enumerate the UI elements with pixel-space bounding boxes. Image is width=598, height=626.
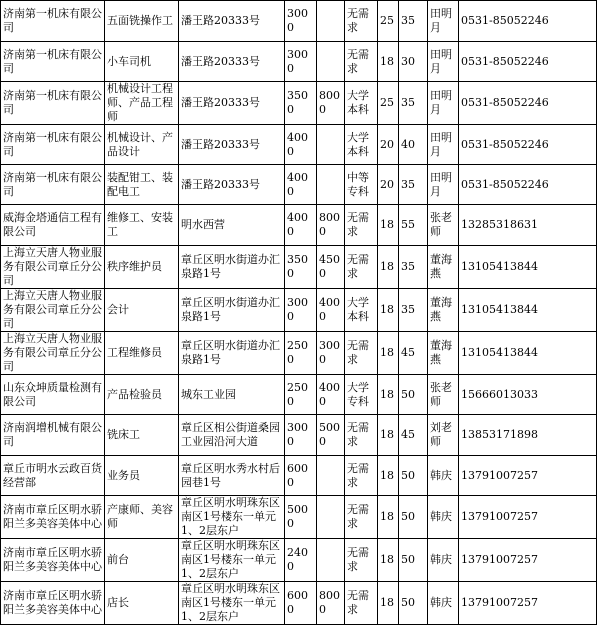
contact-cell: 田明月 [428,82,459,125]
position-cell: 铣床工 [105,415,179,456]
salary-min-cell: 2500 [285,375,317,415]
age-max-cell: 35 [399,165,428,205]
education-cell: 大学本科 [345,82,378,125]
age-min-cell: 18 [378,496,399,539]
table-row [1,246,597,289]
education-cell: 无需求 [345,246,378,289]
phone-cell: 0531-85052246 [459,42,597,82]
education-cell: 大学本科 [345,289,378,332]
salary-min-cell: 6000 [285,582,317,625]
position-cell: 产品检验员 [105,375,179,415]
phone-cell: 13853171898 [459,415,597,456]
position-cell: 前台 [105,539,179,582]
salary-min-cell: 2400 [285,539,317,582]
table-row [1,456,597,496]
age-min-cell: 18 [378,456,399,496]
phone-cell: 13791007257 [459,539,597,582]
salary-max-cell: 4000 [317,375,345,415]
position-cell: 五面铣操作工 [105,1,179,42]
education-cell: 无需求 [345,415,378,456]
phone-cell: 0531-85052246 [459,125,597,165]
salary-max-cell [317,165,345,205]
contact-cell: 田明月 [428,125,459,165]
salary-max-cell [317,42,345,82]
table-row [1,205,597,246]
salary-min-cell: 6000 [285,456,317,496]
address-cell: 潘王路20333号 [179,82,285,125]
company-cell: 济南第一机床有限公司 [1,125,105,165]
position-cell: 小车司机 [105,42,179,82]
phone-cell: 13791007257 [459,496,597,539]
education-cell: 无需求 [345,539,378,582]
contact-cell: 韩庆 [428,582,459,625]
education-cell: 无需求 [345,1,378,42]
company-cell: 威海金塔通信工程有限公司 [1,205,105,246]
table-row [1,1,597,42]
address-cell: 章丘区明水街道办汇泉路1号 [179,246,285,289]
company-cell: 济南润增机械有限公司 [1,415,105,456]
salary-min-cell: 5000 [285,496,317,539]
education-cell: 中等专科 [345,165,378,205]
salary-max-cell: 8000 [317,582,345,625]
education-cell: 无需求 [345,42,378,82]
age-max-cell: 50 [399,496,428,539]
phone-cell: 0531-85052246 [459,82,597,125]
company-cell: 济南市章丘区明水骄阳兰多美容美体中心 [1,496,105,539]
age-max-cell: 50 [399,539,428,582]
salary-min-cell: 4000 [285,125,317,165]
salary-max-cell: 8000 [317,82,345,125]
contact-cell: 张老师 [428,205,459,246]
address-cell: 章丘区明水明珠东区南区1号楼东一单元1、2层东户 [179,582,285,625]
salary-min-cell: 3500 [285,246,317,289]
position-cell: 业务员 [105,456,179,496]
phone-cell: 0531-85052246 [459,1,597,42]
age-max-cell: 45 [399,415,428,456]
age-max-cell: 55 [399,205,428,246]
salary-max-cell [317,125,345,165]
salary-min-cell: 4000 [285,165,317,205]
table-row [1,42,597,82]
company-cell: 济南第一机床有限公司 [1,165,105,205]
address-cell: 潘王路20333号 [179,165,285,205]
company-cell: 济南市章丘区明水骄阳兰多美容美体中心 [1,582,105,625]
table-row [1,332,597,375]
salary-max-cell: 8000 [317,205,345,246]
table-row [1,289,597,332]
age-min-cell: 18 [378,375,399,415]
address-cell: 城东工业园 [179,375,285,415]
address-cell: 明水西营 [179,205,285,246]
phone-cell: 13791007257 [459,456,597,496]
salary-max-cell [317,496,345,539]
contact-cell: 韩庆 [428,496,459,539]
phone-cell: 0531-85052246 [459,165,597,205]
age-min-cell: 20 [378,165,399,205]
company-cell: 上海立天唐人物业服务有限公司章丘分公司 [1,289,105,332]
education-cell: 无需求 [345,582,378,625]
company-cell: 章丘市明水云政百货经营部 [1,456,105,496]
age-max-cell: 45 [399,332,428,375]
salary-max-cell: 5000 [317,415,345,456]
age-min-cell: 18 [378,246,399,289]
table-row [1,375,597,415]
salary-max-cell [317,539,345,582]
age-min-cell: 18 [378,42,399,82]
company-cell: 济南第一机床有限公司 [1,42,105,82]
contact-cell: 田明月 [428,1,459,42]
age-min-cell: 18 [378,582,399,625]
address-cell: 潘王路20333号 [179,42,285,82]
salary-max-cell [317,1,345,42]
contact-cell: 张老师 [428,375,459,415]
education-cell: 无需求 [345,456,378,496]
age-max-cell: 35 [399,289,428,332]
company-cell: 济南市章丘区明水骄阳兰多美容美体中心 [1,539,105,582]
education-cell: 大学本科 [345,125,378,165]
position-cell: 装配钳工、装配电工 [105,165,179,205]
address-cell: 章丘区相公街道桑园工业园沿河大道 [179,415,285,456]
salary-max-cell: 4500 [317,246,345,289]
age-max-cell: 35 [399,246,428,289]
age-min-cell: 18 [378,332,399,375]
table-row [1,82,597,125]
salary-max-cell [317,456,345,496]
table-row [1,539,597,582]
contact-cell: 田明月 [428,165,459,205]
address-cell: 章丘区明水明珠东区南区1号楼东一单元1、2层东户 [179,539,285,582]
position-cell: 店长 [105,582,179,625]
education-cell: 大学专科 [345,375,378,415]
phone-cell: 13105413844 [459,332,597,375]
table-row [1,165,597,205]
address-cell: 章丘区明水街道办汇泉路1号 [179,289,285,332]
contact-cell: 韩庆 [428,456,459,496]
age-max-cell: 35 [399,82,428,125]
age-min-cell: 20 [378,125,399,165]
contact-cell: 田明月 [428,42,459,82]
company-cell: 上海立天唐人物业服务有限公司章丘分公司 [1,246,105,289]
address-cell: 潘王路20333号 [179,125,285,165]
age-min-cell: 25 [378,1,399,42]
education-cell: 无需求 [345,496,378,539]
salary-max-cell: 4000 [317,289,345,332]
phone-cell: 13105413844 [459,289,597,332]
address-cell: 章丘区明水街道办汇泉路1号 [179,332,285,375]
company-cell: 济南第一机床有限公司 [1,1,105,42]
phone-cell: 13285318631 [459,205,597,246]
age-min-cell: 25 [378,82,399,125]
age-min-cell: 18 [378,539,399,582]
table-row [1,125,597,165]
table-row [1,496,597,539]
age-min-cell: 18 [378,205,399,246]
age-max-cell: 50 [399,456,428,496]
contact-cell: 董海燕 [428,246,459,289]
job-rows [1,1,597,625]
salary-max-cell: 3000 [317,332,345,375]
salary-min-cell: 3000 [285,1,317,42]
contact-cell: 董海燕 [428,332,459,375]
salary-min-cell: 4000 [285,205,317,246]
company-cell: 山东众坤质量检测有限公司 [1,375,105,415]
phone-cell: 13791007257 [459,582,597,625]
salary-min-cell: 3000 [285,289,317,332]
table-row [1,415,597,456]
contact-cell: 韩庆 [428,539,459,582]
salary-min-cell: 2500 [285,332,317,375]
position-cell: 秩序维护员 [105,246,179,289]
address-cell: 章丘区明水秀水村后园巷1号 [179,456,285,496]
position-cell: 维修工、安装工 [105,205,179,246]
position-cell: 产康师、美容师 [105,496,179,539]
contact-cell: 刘老师 [428,415,459,456]
age-min-cell: 18 [378,289,399,332]
company-cell: 上海立天唐人物业服务有限公司章丘分公司 [1,332,105,375]
position-cell: 工程维修员 [105,332,179,375]
position-cell: 机械设计工程师、产品工程师 [105,82,179,125]
age-min-cell: 18 [378,415,399,456]
age-max-cell: 50 [399,375,428,415]
position-cell: 会计 [105,289,179,332]
table-row [1,582,597,625]
phone-cell: 15666013033 [459,375,597,415]
salary-min-cell: 3000 [285,415,317,456]
education-cell: 无需求 [345,332,378,375]
position-cell: 机械设计、产品设计 [105,125,179,165]
address-cell: 章丘区明水明珠东区南区1号楼东一单元1、2层东户 [179,496,285,539]
age-max-cell: 30 [399,42,428,82]
salary-min-cell: 3500 [285,82,317,125]
age-max-cell: 50 [399,582,428,625]
phone-cell: 13105413844 [459,246,597,289]
address-cell: 潘王路20333号 [179,1,285,42]
education-cell: 无需求 [345,205,378,246]
age-max-cell: 35 [399,1,428,42]
salary-min-cell: 3000 [285,42,317,82]
age-max-cell: 40 [399,125,428,165]
company-cell: 济南第一机床有限公司 [1,82,105,125]
contact-cell: 董海燕 [428,289,459,332]
